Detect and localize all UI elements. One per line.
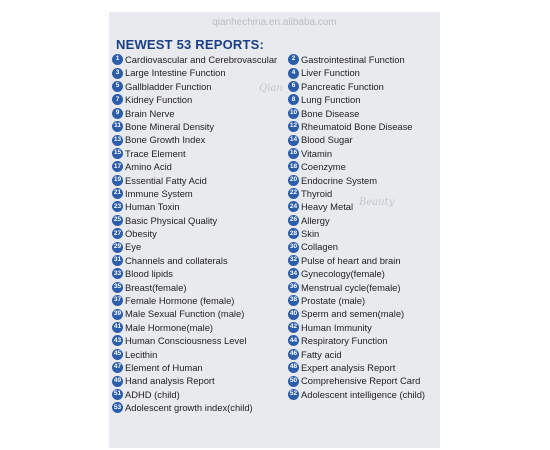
- number-badge: 28: [288, 228, 299, 239]
- list-item: [288, 53, 440, 66]
- number-badge: 7: [112, 94, 123, 105]
- number-badge: 39: [112, 309, 123, 320]
- number-badge: 15: [112, 148, 123, 159]
- report-label: Bone Disease: [301, 107, 360, 119]
- number-badge: 34: [288, 268, 299, 279]
- report-label: Blood Sugar: [301, 134, 353, 146]
- list-item: [288, 388, 440, 401]
- list-item: [288, 93, 440, 106]
- report-label: Sperm and semen(male): [301, 308, 405, 320]
- list-item: [112, 374, 288, 387]
- number-badge: 43: [112, 335, 123, 346]
- report-label: Endocrine System: [301, 174, 378, 186]
- list-item: [112, 388, 288, 401]
- list-item: [112, 214, 288, 227]
- report-label: Brain Nerve: [125, 107, 175, 119]
- report-label: Rheumatoid Bone Disease: [301, 120, 413, 132]
- report-label: Adolescent intelligence (child): [301, 388, 426, 400]
- list-item: [112, 133, 288, 146]
- list-item: [112, 240, 288, 253]
- list-item: [288, 254, 440, 267]
- number-badge: 47: [112, 362, 123, 373]
- report-label: Eye: [125, 241, 142, 253]
- list-item: [112, 147, 288, 160]
- number-badge: 19: [112, 175, 123, 186]
- number-badge: 8: [288, 94, 299, 105]
- number-badge: 53: [112, 402, 123, 413]
- list-item: [288, 214, 440, 227]
- list-item: [288, 160, 440, 173]
- number-badge: 44: [288, 335, 299, 346]
- report-label: Coenzyme: [301, 161, 346, 173]
- number-badge: 46: [288, 349, 299, 360]
- report-label: Vitamin: [301, 147, 333, 159]
- number-badge: 2: [288, 54, 299, 65]
- list-item: [112, 53, 288, 66]
- report-label: Trace Element: [125, 147, 186, 159]
- report-label: Gastrointestinal Function: [301, 53, 405, 65]
- number-badge: 14: [288, 135, 299, 146]
- number-badge: 18: [288, 161, 299, 172]
- report-label: Human Consciousness Level: [125, 335, 247, 347]
- list-item: [288, 80, 440, 93]
- list-item: [112, 348, 288, 361]
- list-item: [112, 307, 288, 320]
- report-label: Pulse of heart and brain: [301, 254, 401, 266]
- list-item: [288, 227, 440, 240]
- list-item: [288, 133, 440, 146]
- report-label: Expert analysis Report: [301, 361, 396, 373]
- report-label: Hand analysis Report: [125, 375, 215, 387]
- list-item: [112, 187, 288, 200]
- report-label: Liver Function: [301, 67, 360, 79]
- report-label: Menstrual cycle(female): [301, 281, 401, 293]
- list-item: [112, 254, 288, 267]
- report-label: Respiratory Function: [301, 335, 388, 347]
- list-item: [288, 174, 440, 187]
- list-item: [112, 107, 288, 120]
- report-label: Amino Acid: [125, 161, 172, 173]
- list-item: [288, 240, 440, 253]
- number-badge: 50: [288, 376, 299, 387]
- number-badge: 27: [112, 228, 123, 239]
- number-badge: 52: [288, 389, 299, 400]
- report-label: Cardiovascular and Cerebrovascular: [125, 53, 278, 65]
- report-label: Collagen: [301, 241, 339, 253]
- number-badge: 5: [112, 81, 123, 92]
- list-item: [112, 120, 288, 133]
- report-label: Male Hormone(male): [125, 321, 214, 333]
- number-badge: 40: [288, 309, 299, 320]
- number-badge: 11: [112, 121, 123, 132]
- number-badge: 20: [288, 175, 299, 186]
- number-badge: 48: [288, 362, 299, 373]
- report-label: Element of Human: [125, 361, 203, 373]
- list-item: [112, 160, 288, 173]
- number-badge: 36: [288, 282, 299, 293]
- number-badge: 10: [288, 108, 299, 119]
- watermark-url: qianhechina.en.alibaba.com: [212, 17, 337, 28]
- list-item: [288, 107, 440, 120]
- list-item: [112, 281, 288, 294]
- number-badge: 41: [112, 322, 123, 333]
- report-label: Blood lipids: [125, 268, 173, 280]
- number-badge: 42: [288, 322, 299, 333]
- watermark-script: Beauty: [359, 197, 395, 208]
- list-item: [288, 348, 440, 361]
- report-label: Obesity: [125, 228, 157, 240]
- number-badge: 6: [288, 81, 299, 92]
- reports-list: [112, 53, 440, 415]
- number-badge: 1: [112, 54, 123, 65]
- watermark-script: Qian: [259, 83, 283, 94]
- list-item: [112, 401, 288, 414]
- report-label: Lung Function: [301, 94, 361, 106]
- number-badge: 13: [112, 135, 123, 146]
- list-item: [288, 374, 440, 387]
- number-badge: 24: [288, 201, 299, 212]
- list-item: [288, 294, 440, 307]
- list-item: [288, 281, 440, 294]
- number-badge: 16: [288, 148, 299, 159]
- number-badge: 33: [112, 268, 123, 279]
- number-badge: 30: [288, 242, 299, 253]
- report-label: Lecithin: [125, 348, 158, 360]
- number-badge: 23: [112, 201, 123, 212]
- report-label: Human Toxin: [125, 201, 180, 213]
- report-label: Large Intestine Function: [125, 67, 226, 79]
- report-label: Bone Growth Index: [125, 134, 206, 146]
- list-item: [288, 267, 440, 280]
- number-badge: 25: [112, 215, 123, 226]
- list-item: [112, 174, 288, 187]
- report-label: Allergy: [301, 214, 330, 226]
- report-label: Gynecology(female): [301, 268, 385, 280]
- number-badge: 35: [112, 282, 123, 293]
- report-label: Thyroid: [301, 187, 333, 199]
- report-label: Prostate (male): [301, 295, 366, 307]
- report-label: Immune System: [125, 187, 193, 199]
- report-label: Kidney Function: [125, 94, 193, 106]
- report-label: Adolescent growth index(child): [125, 402, 253, 414]
- number-badge: 3: [112, 68, 123, 79]
- list-item: [112, 334, 288, 347]
- number-badge: 45: [112, 349, 123, 360]
- number-badge: 9: [112, 108, 123, 119]
- number-badge: 38: [288, 295, 299, 306]
- list-item: [112, 93, 288, 106]
- page-title: NEWEST 53 REPORTS:: [116, 37, 265, 52]
- number-badge: 21: [112, 188, 123, 199]
- report-label: Basic Physical Quality: [125, 214, 218, 226]
- report-label: Male Sexual Function (male): [125, 308, 245, 320]
- number-badge: 37: [112, 295, 123, 306]
- list-item: [288, 361, 440, 374]
- list-item: [112, 200, 288, 213]
- report-label: Human Immunity: [301, 321, 372, 333]
- report-label: Fatty acid: [301, 348, 342, 360]
- report-label: Female Hormone (female): [125, 295, 235, 307]
- report-label: Breast(female): [125, 281, 187, 293]
- number-badge: 4: [288, 68, 299, 79]
- list-item: [112, 227, 288, 240]
- report-label: Skin: [301, 228, 320, 240]
- list-item: [288, 147, 440, 160]
- number-badge: 29: [112, 242, 123, 253]
- report-label: Channels and collaterals: [125, 254, 228, 266]
- report-label: Gallbladder Function: [125, 80, 212, 92]
- list-item: [288, 307, 440, 320]
- number-badge: 31: [112, 255, 123, 266]
- number-badge: 22: [288, 188, 299, 199]
- report-label: Comprehensive Report Card: [301, 375, 421, 387]
- list-item: [112, 66, 288, 79]
- list-item: [288, 120, 440, 133]
- report-label: ADHD (child): [125, 388, 180, 400]
- list-item: [288, 321, 440, 334]
- number-badge: 12: [288, 121, 299, 132]
- report-label: Bone Mineral Density: [125, 120, 215, 132]
- list-item: [112, 294, 288, 307]
- list-item: [288, 334, 440, 347]
- list-item: [112, 361, 288, 374]
- list-item: [112, 267, 288, 280]
- number-badge: 49: [112, 376, 123, 387]
- report-label: Pancreatic Function: [301, 80, 384, 92]
- number-badge: 26: [288, 215, 299, 226]
- report-panel: [109, 12, 440, 448]
- report-label: Essential Fatty Acid: [125, 174, 207, 186]
- number-badge: 17: [112, 161, 123, 172]
- report-label: Heavy Metal: [301, 201, 354, 213]
- number-badge: 32: [288, 255, 299, 266]
- list-item: [288, 66, 440, 79]
- list-item: [112, 321, 288, 334]
- number-badge: 51: [112, 389, 123, 400]
